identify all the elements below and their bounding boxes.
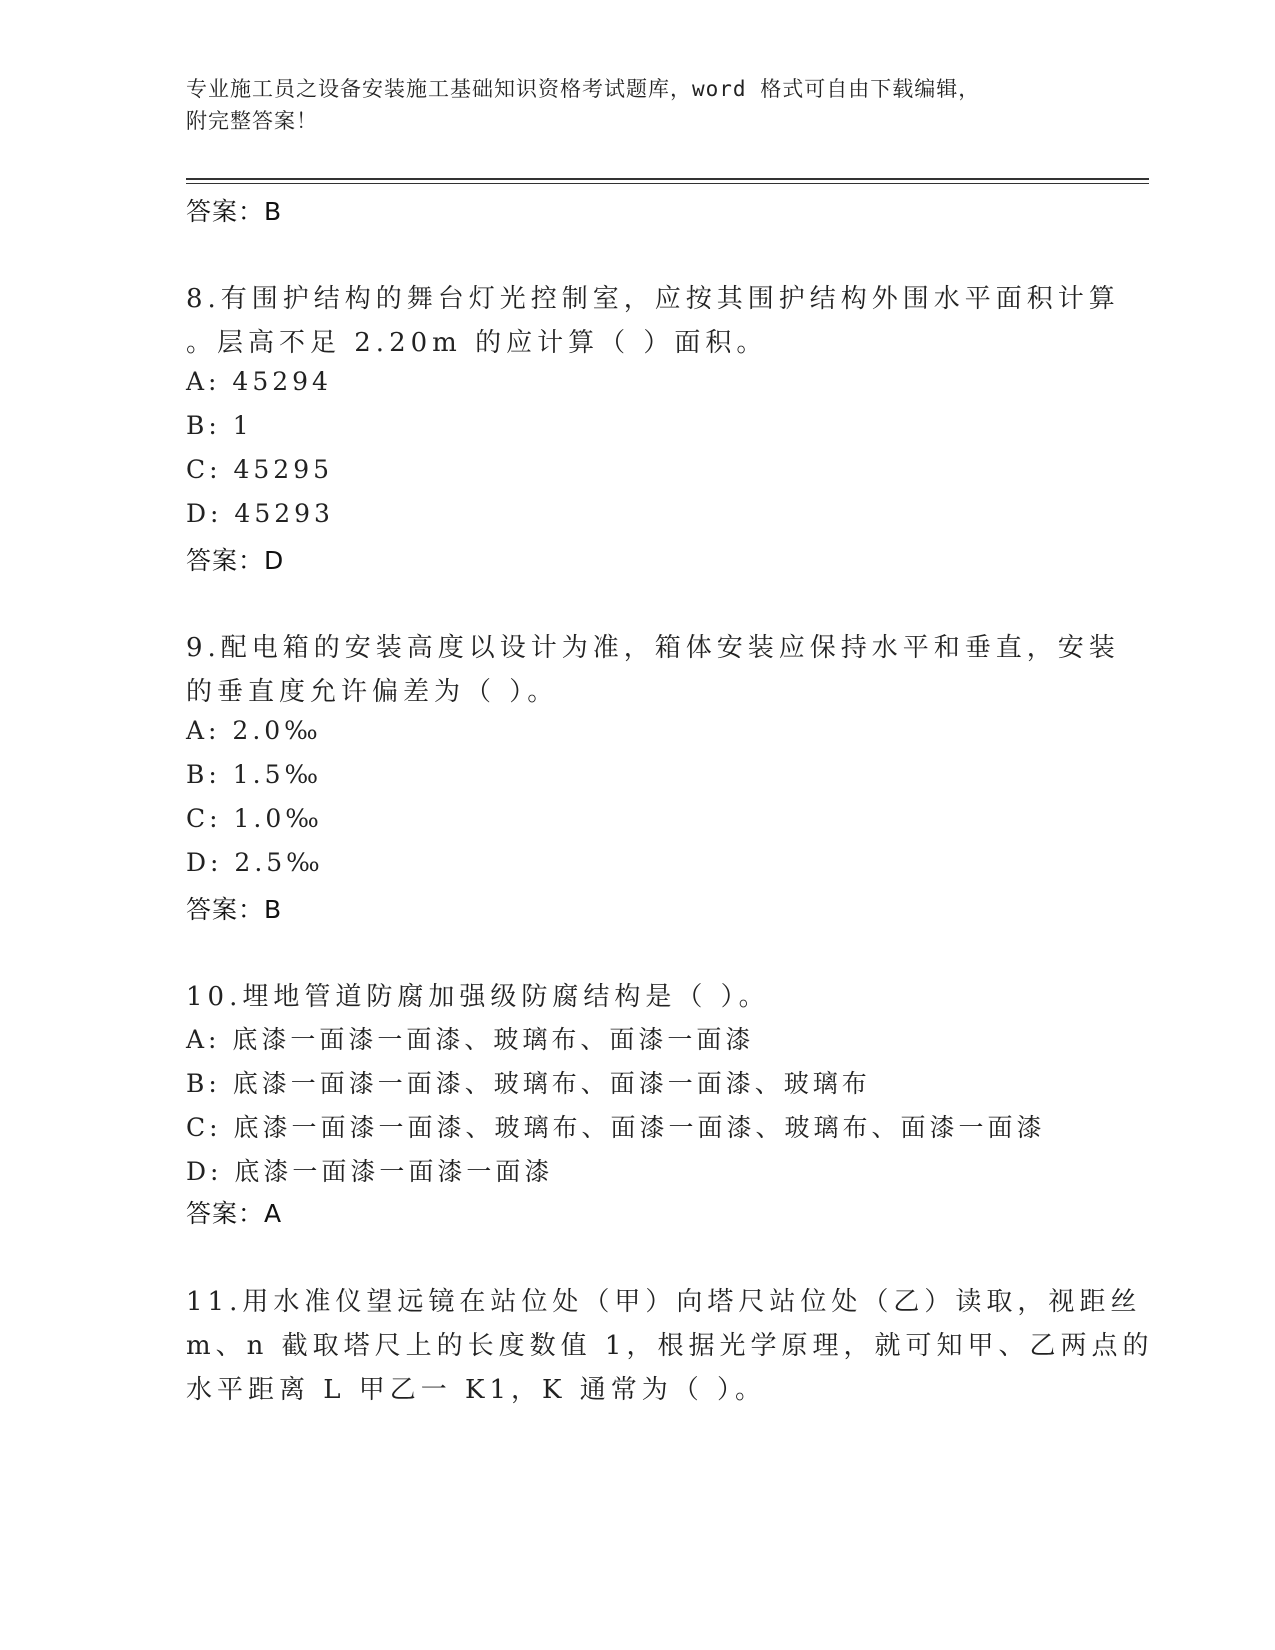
header-divider-thin: [186, 183, 1149, 184]
question-8-line-1: 8.有围护结构的舞台灯光控制室，应按其围护结构外围水平面积计算: [186, 284, 1120, 314]
question-10-option-a: A: 底漆一面漆一面漆、玻璃布、面漆一面漆: [186, 1025, 755, 1054]
header-line-1: 专业施工员之设备安装施工基础知识资格考试题库，word 格式可自由下载编辑，: [186, 77, 981, 101]
question-10-answer: 答案：A: [186, 1199, 283, 1228]
question-9-option-a: A: 2.0‰: [186, 716, 322, 745]
question-11-line-3: 水平距离 L 甲乙一 K1，K 通常为（ ）。: [186, 1375, 766, 1405]
question-8-line-2: 。层高不足 2.20m 的应计算（ ）面积。: [186, 328, 768, 358]
document-header: [186, 73, 1086, 137]
question-9-option-d: D: 2.5‰: [186, 848, 324, 877]
question-11-line-2: m、n 截取塔尺上的长度数值 1，根据光学原理，就可知甲、乙两点的: [186, 1331, 1154, 1361]
question-10-option-b: B: 底漆一面漆一面漆、玻璃布、面漆一面漆、玻璃布: [186, 1069, 871, 1098]
answer-line: 答案：B: [186, 197, 283, 226]
question-8-option-c: C: 45295: [186, 455, 334, 484]
question-9-answer: 答案：B: [186, 895, 283, 924]
question-9-line-2: 的垂直度允许偏差为（ ）。: [186, 677, 559, 707]
question-10-option-d: D: 底漆一面漆一面漆一面漆: [186, 1157, 554, 1186]
question-8-option-b: B: 1: [186, 411, 253, 440]
question-9-option-c: C: 1.0‰: [186, 804, 323, 833]
question-10-option-c: C: 底漆一面漆一面漆、玻璃布、面漆一面漆、玻璃布、面漆一面漆: [186, 1113, 1046, 1142]
question-8-answer: 答案：D: [186, 546, 285, 575]
question-11-line-1: 11.用水准仪望远镜在站位处（甲）向塔尺站位处（乙）读取，视距丝: [186, 1287, 1142, 1317]
question-10-line-1: 10.埋地管道防腐加强级防腐结构是（ ）。: [186, 982, 770, 1012]
question-8-option-a: A: 45294: [186, 367, 332, 396]
header-divider-thick: [186, 178, 1149, 180]
question-8-option-d: D: 45293: [186, 499, 334, 528]
question-9-option-b: B: 1.5‰: [186, 760, 323, 789]
header-line-2: 附完整答案！: [186, 109, 318, 133]
question-9-line-1: 9.配电箱的安装高度以设计为准，箱体安装应保持水平和垂直，安装: [186, 633, 1120, 663]
